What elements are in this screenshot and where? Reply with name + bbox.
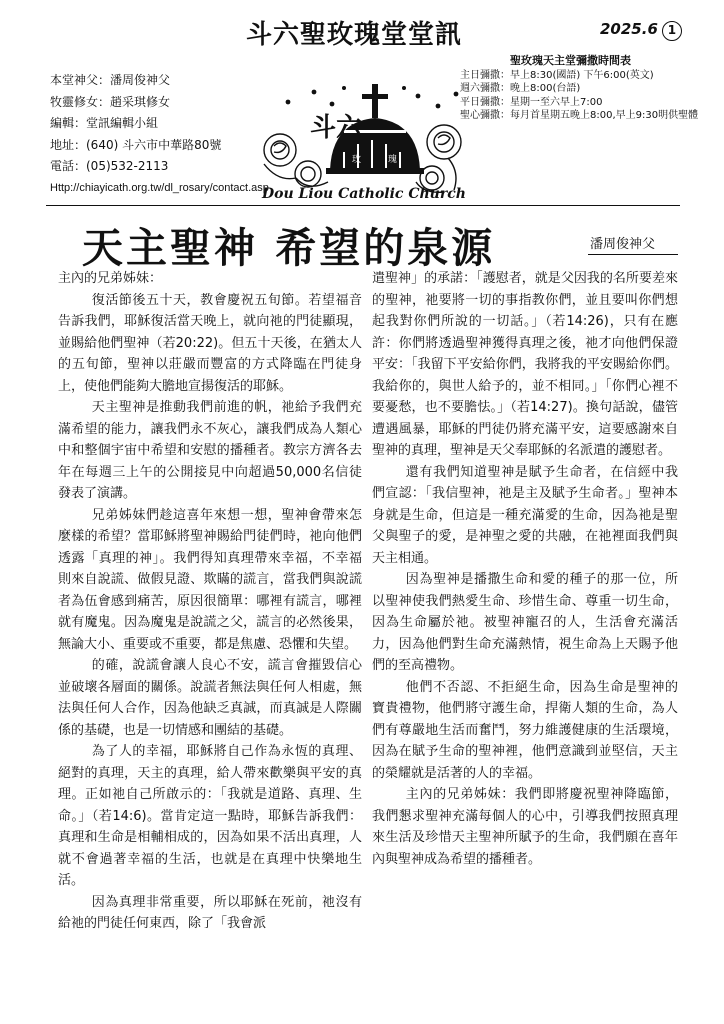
article-column-right [372,268,678,870]
issue-date [600,20,682,41]
paragraph: 因為真理非常重要，所以耶穌在死前，祂沒有給祂的門徒任何東西，除了「我會派 [58,894,362,931]
sister-line: 牧靈修女：趙采琪修女 [50,94,171,109]
issue-number: 1 [662,21,682,41]
article-column-left [58,268,362,935]
paragraph: 的確，說謊會讓人良心不安，謊言會摧毀信心並破壞各層面的關係。說謊者無法與任何人相處，無法與任何人合作，因為他缺乏真誠，而真誠是人際關係的基礎，也是一切情感和團結的基礎。 [58,658,362,738]
address-line: 地址：(640) 斗六市中華路80號 [50,137,222,152]
article-title: 天主聖神 希望的泉源 [82,224,496,272]
author-underline [588,254,678,255]
logo-chinese: 斗六 [310,113,363,143]
parish-info [50,70,269,199]
paragraph: 主內的兄弟姊妹： [58,271,163,286]
schedule-line: 平日彌撒：星期一至六早上7:00 [460,96,603,108]
article-author: 潘周俊神父 [590,237,656,252]
paragraph: 還有我們知道聖神是賦予生命者，在信經中我們宣認：「我信聖神，祂是主及賦予生命者。」聖神本身就是生命，但這是一種充滿愛的生命，因為祂是聖父與聖子的愛，是神聖之愛的共融，在祂裡面我們與天主相通。 [372,464,678,566]
editor-line: 編輯：堂訊編輯小組 [50,116,159,130]
logo-dome-char-left: 玫 [352,155,362,165]
pastor-line: 本堂神父：潘周俊神父 [50,73,171,87]
schedule-line: 主日彌撒：早上8:30(國語) 下午6:00(英文) [460,69,654,81]
issue-date-text: 2025.6 [600,20,658,38]
schedule-line: 週六彌撒：晚上8:00(台語) [460,83,581,94]
header-divider [46,205,680,206]
schedule-line: 聖心彌撒：每月首星期五晚上8:00,早上9:30明供聖體 [460,110,699,121]
logo-script-text: Dou Liou Catholic Church [262,186,466,202]
phone-line: 電話：(05)532-2113 [50,159,169,173]
paragraph: 主內的兄弟姊妹：我們即將慶祝聖神降臨節，我們懇求聖神充滿每個人的心中，引導我們按照真理來生活及珍惜天主聖神所賦予的生命，我們願在喜年內與聖神成為希望的播種者。 [372,787,678,867]
mass-schedule [460,54,698,123]
paragraph: 因為聖神是播撒生命和愛的種子的那一位，所以聖神使我們熱愛生命、珍惜生命、尊重一切生命，因為生命屬於祂。被聖神寵召的人，生活會充滿活力，因為他們對生命充滿熱情，視生命為上天賜予他們的至高禮物。 [372,572,678,673]
website-link[interactable]: Http://chiayicath.org.tw/dl_rosary/contact.asp [50,181,269,194]
paragraph: 兄弟姊妹們趁這喜年來想一想，聖神會帶來怎麼樣的希望？當耶穌將聖神賜給門徒們時，祂向他們透露「真理的神」。我們得知真理帶來幸福，不幸福則來自說謊、做假見證、欺瞞的謊言，當我們與說謊者為伍會感到痛苦，原因很簡單：哪裡有謊言，哪裡就有魔鬼。因為魔鬼是說謊之父，謊言的必然後果，無論大小、重要或不重要，都是焦慮、恐懼和失望。 [58,507,362,652]
logo-dome-char-right: 瑰 [388,155,398,165]
schedule-title: 聖玫瑰天主堂彌撒時間表 [510,54,631,67]
paragraph: 他們不否認、不拒絕生命，因為生命是聖神的寶貴禮物，他們將守護生命，捍衛人類的生命，為人們有尊嚴地生活而奮鬥，努力維護健康的生活環境，因為在賦予生命的聖神裡，他們意識到並堅信，天主的榮耀就是活著的人的幸福。 [372,679,678,781]
paragraph: 天主聖神是推動我們前進的帆，祂給予我們充滿希望的能力，讓我們永不灰心，讓我們成為人類心中和整個宇宙中希望和安慰的播種者。教宗方濟各去年在每週三上午的公開接見中向超過50,000名信徒發表了演講。 [58,400,362,501]
paragraph: 復活節後五十天，教會慶祝五旬節。若望福音告訴我們，耶穌復活當天晚上，就向祂的門徒顯現，並賜給他們聖神（若20:22)。但五十天後，在猶太人的五旬節，聖神以莊嚴而豐富的方式降臨在門徒身上，使他們能夠大膽地宣揚復活的耶穌。 [58,292,362,394]
paragraph: 遣聖神」的承諾：「護慰者，就是父因我的名所要差來的聖神，祂要將一切的事指教你們，並且要叫你們想起我對你們所說的一切話。」（若14:26)，只有在應許：你們將透過聖神獲得真理之後，祂才向他們保證平安：「我留下平安給你們，我將我的平安賜給你們。我給你的，與世人給予的，並不相同。」「你們心裡不要憂愁，也不要膽怯。」（若14:27)。換句話說，儘管遭遇風暴，耶穌的門徒仍將充滿平安，這要感謝來自聖神的真理，聖神是天父奉耶穌的名派遣的護慰者。 [372,271,678,458]
paragraph: 為了人的幸福，耶穌將自己作為永恆的真理、絕對的真理，天主的真理，給人帶來歡樂與平安的真理。正如祂自己所啟示的：「我就是道路、真理、生命。」（若14:6)。當肯定這一點時，耶穌告訴我們：真理和生命是相輔相成的，因為如果不活出真理，人就不會過著幸福的生活，也就是在真理中快樂地生活。 [58,744,362,888]
newsletter-title: 斗六聖玫瑰堂堂訊 [246,20,463,50]
